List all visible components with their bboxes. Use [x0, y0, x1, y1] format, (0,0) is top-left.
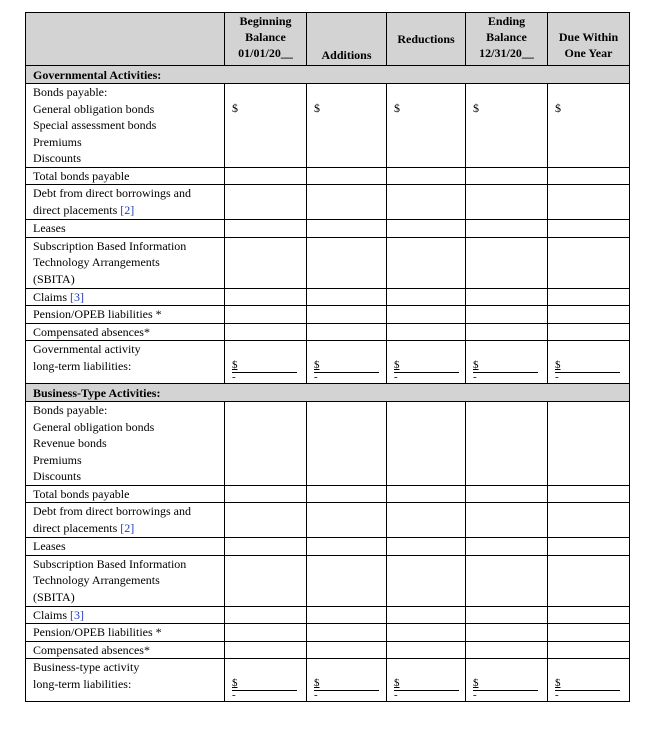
bus-compensated-label	[26, 641, 225, 659]
bus-pension-label	[26, 624, 225, 642]
value-cell[interactable]	[307, 323, 387, 341]
total-line: long-term liabilities:	[33, 676, 132, 691]
total-dollar: $	[555, 677, 620, 691]
value-cell[interactable]	[225, 220, 307, 238]
value-cell[interactable]	[548, 402, 630, 486]
compensated-text: Compensated absences*	[33, 642, 150, 657]
value-cell[interactable]	[548, 624, 630, 642]
value-cell[interactable]	[548, 306, 630, 324]
value-cell[interactable]	[548, 288, 630, 306]
value-cell[interactable]	[225, 185, 307, 220]
value-cell[interactable]	[307, 167, 387, 185]
value-cell[interactable]	[307, 538, 387, 556]
total-dollar: $	[314, 359, 379, 373]
total-dash: -	[314, 371, 318, 383]
header-additions: Additions	[307, 13, 387, 66]
value-cell[interactable]	[387, 84, 466, 168]
total-line: Business-type activity	[33, 660, 140, 674]
bond-line: General obligation bonds	[33, 101, 155, 116]
bus-bonds-row	[26, 402, 630, 486]
debt-footnote-ref[interactable]: [2]	[120, 520, 135, 535]
bus-total-bonds-row	[26, 485, 630, 503]
total-dollar: $	[555, 359, 620, 373]
value-cell[interactable]	[307, 84, 387, 168]
value-cell[interactable]	[225, 606, 307, 624]
value-cell[interactable]	[307, 402, 387, 486]
header-row	[26, 13, 630, 66]
total-value-cell[interactable]	[466, 659, 548, 702]
gov-total-label	[26, 341, 225, 384]
debt-line: Debt from direct borrowings and	[33, 186, 191, 200]
total-dollar: $	[394, 359, 459, 373]
bond-line: General obligation bonds	[33, 419, 155, 434]
value-cell[interactable]	[548, 485, 630, 503]
total-bonds-text: Total bonds payable	[33, 168, 130, 183]
leases-text: Leases	[33, 539, 66, 553]
bus-leases-label	[26, 538, 225, 556]
gov-total-bonds-row	[26, 167, 630, 185]
header-reductions: Reductions	[387, 13, 466, 66]
total-value-cell[interactable]	[548, 341, 630, 384]
value-cell[interactable]	[387, 306, 466, 324]
value-cell[interactable]	[387, 185, 466, 220]
bus-sbita-label	[26, 555, 225, 606]
total-value-cell[interactable]	[466, 341, 548, 384]
value-cell[interactable]	[466, 485, 548, 503]
sbita-line: (SBITA)	[33, 271, 75, 286]
total-dash: -	[473, 689, 477, 701]
value-cell[interactable]	[466, 641, 548, 659]
claims-footnote-ref[interactable]: [3]	[70, 607, 85, 622]
value-cell[interactable]	[387, 538, 466, 556]
value-cell[interactable]	[307, 306, 387, 324]
pension-text: Pension/OPEB liabilities *	[33, 625, 162, 639]
total-bonds-text: Total bonds payable	[33, 486, 130, 501]
total-dollar: $	[314, 677, 379, 691]
value-cell[interactable]	[225, 485, 307, 503]
total-value-cell[interactable]	[387, 659, 466, 702]
value-cell[interactable]	[387, 220, 466, 238]
bus-debt-label	[26, 503, 225, 538]
total-value-cell[interactable]	[307, 659, 387, 702]
compensated-text: Compensated absences*	[33, 324, 150, 339]
bond-line: Special assessment bonds	[33, 118, 157, 132]
value-cell[interactable]	[225, 288, 307, 306]
bus-total-row	[26, 659, 630, 702]
gov-pension-row	[26, 306, 630, 324]
bus-sbita-row	[26, 555, 630, 606]
total-value-cell[interactable]	[387, 341, 466, 384]
value-cell[interactable]	[225, 641, 307, 659]
bond-line: Bonds payable:	[33, 85, 108, 99]
value-cell[interactable]	[387, 167, 466, 185]
gov-sbita-label	[26, 237, 225, 288]
value-cell[interactable]	[466, 306, 548, 324]
value-cell[interactable]	[548, 641, 630, 659]
gov-debt-label	[26, 185, 225, 220]
bus-total-label	[26, 659, 225, 702]
bond-line: Bonds payable:	[33, 403, 108, 417]
value-cell[interactable]	[548, 220, 630, 238]
bus-claims-row	[26, 606, 630, 624]
gov-sbita-row	[26, 237, 630, 288]
header-blank	[26, 13, 225, 66]
header-ending-balance: Ending Balance 12/31/20__	[466, 13, 548, 66]
bus-total-bonds-label	[26, 485, 225, 503]
total-dollar: $	[394, 677, 459, 691]
value-cell[interactable]	[387, 323, 466, 341]
value-cell[interactable]	[466, 288, 548, 306]
value-cell[interactable]	[225, 624, 307, 642]
value-cell[interactable]	[225, 402, 307, 486]
value-cell[interactable]	[307, 641, 387, 659]
value-cell[interactable]	[307, 555, 387, 606]
total-dash: -	[394, 689, 398, 701]
value-cell[interactable]	[548, 237, 630, 288]
dollar-sign: $	[314, 101, 320, 115]
total-dollar: $	[473, 677, 538, 691]
value-cell[interactable]	[225, 167, 307, 185]
sbita-line: Technology Arrangements	[33, 573, 160, 587]
gov-compensated-label	[26, 323, 225, 341]
bond-line: Premiums	[33, 452, 82, 467]
debt-line: Debt from direct borrowings and	[33, 504, 191, 518]
bus-claims-label	[26, 606, 225, 624]
value-cell[interactable]	[225, 323, 307, 341]
claims-footnote-ref[interactable]: [3]	[70, 289, 85, 304]
long-term-liabilities-table	[25, 12, 630, 702]
bus-compensated-row	[26, 641, 630, 659]
pension-text: Pension/OPEB liabilities *	[33, 307, 162, 321]
total-dash: -	[473, 371, 477, 383]
bond-line: Discounts	[33, 469, 81, 483]
dollar-sign: $	[473, 101, 479, 115]
gov-leases-row	[26, 220, 630, 238]
total-value-cell[interactable]	[225, 659, 307, 702]
gov-bonds-row	[26, 84, 630, 168]
value-cell[interactable]	[387, 624, 466, 642]
sbita-line: (SBITA)	[33, 589, 75, 604]
value-cell[interactable]	[225, 503, 307, 538]
total-dash: -	[232, 371, 236, 383]
value-cell[interactable]	[307, 288, 387, 306]
gov-total-bonds-label	[26, 167, 225, 185]
value-cell[interactable]	[387, 606, 466, 624]
value-cell[interactable]	[387, 503, 466, 538]
bus-pension-row	[26, 624, 630, 642]
dollar-sign: $	[555, 101, 561, 115]
value-cell[interactable]	[307, 606, 387, 624]
value-cell[interactable]	[387, 288, 466, 306]
gov-pension-label	[26, 306, 225, 324]
total-line: Governmental activity	[33, 342, 141, 356]
value-cell[interactable]	[548, 503, 630, 538]
value-cell[interactable]	[225, 237, 307, 288]
total-dollar: $	[473, 359, 538, 373]
value-cell[interactable]	[548, 84, 630, 168]
total-dash: -	[314, 689, 318, 701]
gov-claims-row	[26, 288, 630, 306]
claims-text: Claims	[33, 289, 71, 304]
bus-section-row	[26, 384, 630, 402]
value-cell[interactable]	[466, 220, 548, 238]
value-cell[interactable]	[307, 485, 387, 503]
value-cell[interactable]	[225, 538, 307, 556]
bus-leases-row	[26, 538, 630, 556]
gov-section-title: Governmental Activities:	[26, 66, 630, 84]
claims-text: Claims	[33, 607, 71, 622]
total-dash: -	[555, 689, 559, 701]
total-dollar: $	[232, 359, 297, 373]
value-cell[interactable]	[548, 167, 630, 185]
gov-debt-row	[26, 185, 630, 220]
bus-section-title: Business-Type Activities:	[26, 384, 630, 402]
gov-compensated-row	[26, 323, 630, 341]
value-cell[interactable]	[466, 624, 548, 642]
gov-section-row	[26, 66, 630, 84]
value-cell[interactable]	[387, 555, 466, 606]
value-cell[interactable]	[466, 538, 548, 556]
gov-total-row	[26, 341, 630, 384]
total-value-cell[interactable]	[548, 659, 630, 702]
leases-text: Leases	[33, 221, 66, 235]
value-cell[interactable]	[466, 606, 548, 624]
gov-bonds-label	[26, 84, 225, 168]
value-cell[interactable]	[548, 538, 630, 556]
value-cell[interactable]	[387, 402, 466, 486]
debt-footnote-ref[interactable]: [2]	[120, 202, 135, 217]
total-value-cell[interactable]	[307, 341, 387, 384]
value-cell[interactable]	[466, 402, 548, 486]
value-cell[interactable]	[466, 84, 548, 168]
value-cell[interactable]	[387, 485, 466, 503]
bond-line: Discounts	[33, 151, 81, 165]
value-cell[interactable]	[387, 237, 466, 288]
dollar-sign: $	[394, 101, 400, 115]
value-cell[interactable]	[466, 185, 548, 220]
value-cell[interactable]	[225, 306, 307, 324]
value-cell[interactable]	[466, 237, 548, 288]
value-cell[interactable]	[548, 185, 630, 220]
gov-leases-label	[26, 220, 225, 238]
total-dash: -	[232, 689, 236, 701]
value-cell[interactable]	[225, 555, 307, 606]
value-cell[interactable]	[548, 555, 630, 606]
sbita-line: Subscription Based Information	[33, 556, 187, 571]
debt-line: direct placements [2]	[33, 520, 135, 535]
bus-bonds-label	[26, 402, 225, 486]
bond-line: Revenue bonds	[33, 436, 107, 450]
dollar-sign: $	[232, 101, 238, 115]
bus-debt-row	[26, 503, 630, 538]
value-cell[interactable]	[466, 323, 548, 341]
value-cell[interactable]	[466, 555, 548, 606]
value-cell[interactable]	[387, 641, 466, 659]
header-due-within-one-year: Due Within One Year	[548, 13, 630, 66]
total-line: long-term liabilities:	[33, 358, 132, 373]
value-cell[interactable]	[548, 606, 630, 624]
value-cell[interactable]	[307, 237, 387, 288]
value-cell[interactable]	[225, 84, 307, 168]
gov-claims-label	[26, 288, 225, 306]
value-cell[interactable]	[307, 624, 387, 642]
total-value-cell[interactable]	[225, 341, 307, 384]
total-dollar: $	[232, 677, 297, 691]
value-cell[interactable]	[466, 503, 548, 538]
value-cell[interactable]	[548, 323, 630, 341]
value-cell[interactable]	[466, 167, 548, 185]
total-dash: -	[555, 371, 559, 383]
value-cell[interactable]	[307, 185, 387, 220]
debt-line: direct placements [2]	[33, 202, 135, 217]
value-cell[interactable]	[307, 220, 387, 238]
sbita-line: Technology Arrangements	[33, 255, 160, 269]
total-dash: -	[394, 371, 398, 383]
header-beginning-balance: Beginning Balance 01/01/20__	[225, 13, 307, 66]
sbita-line: Subscription Based Information	[33, 238, 187, 253]
bond-line: Premiums	[33, 134, 82, 149]
value-cell[interactable]	[307, 503, 387, 538]
